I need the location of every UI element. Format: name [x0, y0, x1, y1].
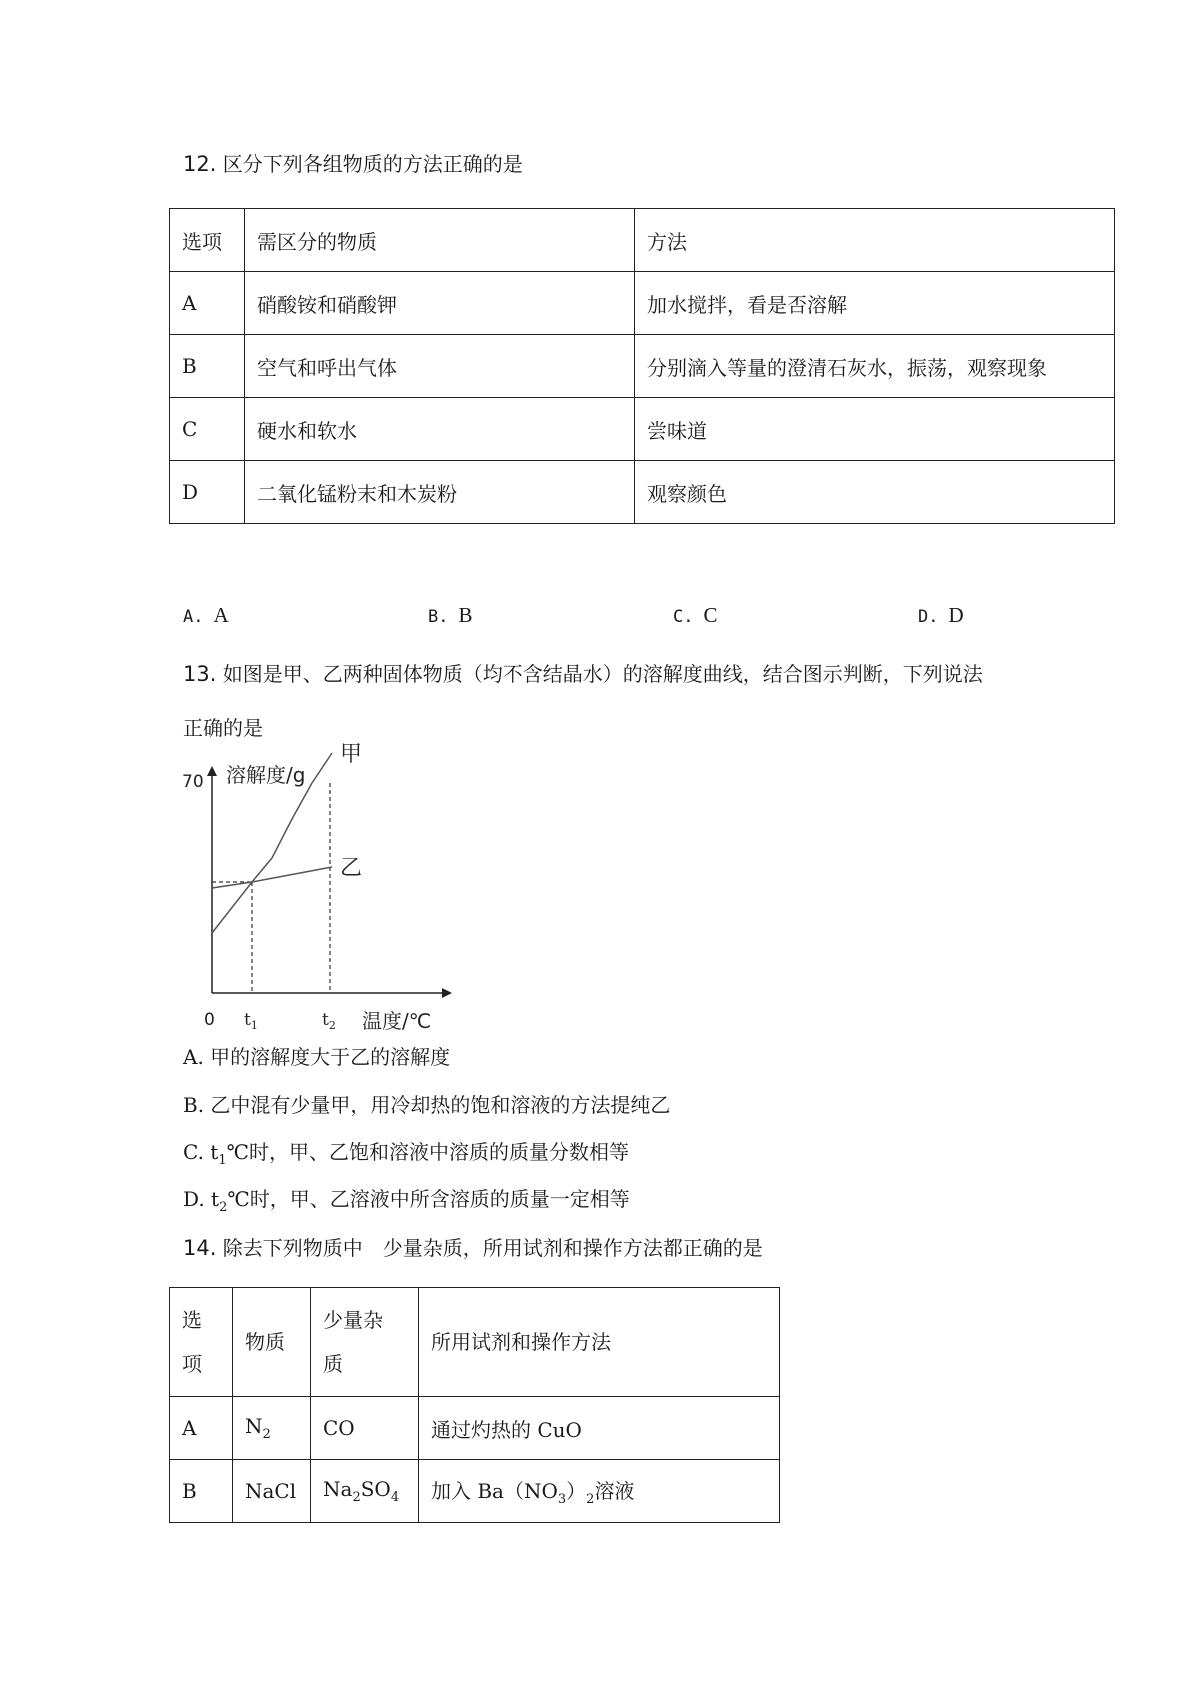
method-text: 加入 Ba（NO	[431, 1479, 558, 1503]
formula-sub: 2	[586, 1492, 595, 1507]
option-c-sub: 1	[218, 1153, 227, 1168]
series-label: 甲	[340, 742, 363, 767]
cell-option: A	[170, 1397, 233, 1460]
formula-text: N	[245, 1414, 263, 1438]
formula-sub: 3	[557, 1492, 567, 1507]
header-cell-method: 方法	[635, 209, 1115, 272]
cell-substances: 二氧化锰粉末和木炭粉	[245, 461, 635, 524]
q13-option-c[interactable]	[183, 1138, 629, 1175]
q12-table	[169, 208, 1115, 524]
choice-letter: A.	[183, 607, 204, 627]
table-row	[170, 272, 1115, 335]
table-row	[170, 1397, 780, 1460]
choice-value: A	[213, 603, 229, 627]
table-row	[170, 461, 1115, 524]
q14-number: 14.	[183, 1236, 217, 1260]
q13-text-line1: 如图是甲、乙两种固体物质（均不含结晶水）的溶解度曲线，结合图示判断，下列说法	[222, 662, 983, 686]
x-tick-label: $t_1$	[244, 1010, 258, 1032]
option-d-prefix: D. t	[183, 1187, 220, 1211]
choice-value: B	[458, 603, 473, 627]
q13-text-line2: 正确的是	[183, 716, 263, 740]
chart-guides	[212, 783, 330, 993]
series-label: 乙	[340, 856, 363, 881]
q12-choice-b[interactable]	[428, 603, 473, 628]
formula-sub: 2	[352, 1490, 361, 1505]
cell-option: B	[170, 335, 245, 398]
choice-value: C	[703, 603, 718, 627]
q12-choice-c[interactable]	[673, 603, 718, 628]
solubility-chart	[180, 742, 460, 1036]
header-text: 选	[182, 1308, 202, 1332]
choice-letter: D.	[918, 607, 939, 627]
y-tick-label: 70	[182, 772, 204, 792]
table-row	[170, 398, 1115, 461]
header-cell-substances: 需区分的物质	[245, 209, 635, 272]
series-curve-yi	[212, 867, 332, 888]
cell-impurity	[311, 1460, 419, 1523]
header-cell-method: 所用试剂和操作方法	[419, 1288, 780, 1397]
y-axis-label: 溶解度/g	[226, 763, 306, 787]
cell-substance	[233, 1397, 311, 1460]
cell-method: 通过灼热的 CuO	[419, 1397, 780, 1460]
q13-title	[183, 660, 983, 688]
cell-option: C	[170, 398, 245, 461]
header-text: 项	[182, 1352, 202, 1376]
q12-choice-d[interactable]	[918, 603, 964, 628]
header-cell-option	[170, 1288, 233, 1397]
q12-text: 区分下列各组物质的方法正确的是	[222, 152, 523, 176]
header-cell-option: 选项	[170, 209, 245, 272]
y-axis-arrow	[207, 766, 217, 776]
table-header-row	[170, 1288, 780, 1397]
formula-text: Na	[323, 1477, 353, 1501]
cell-method: 观察颜色	[635, 461, 1115, 524]
x-tick-label: $t_2$	[322, 1010, 336, 1032]
choice-letter: C.	[673, 607, 694, 627]
header-text: 少量杂	[323, 1308, 383, 1332]
option-c-prefix: C. t	[183, 1140, 219, 1164]
cell-impurity: CO	[311, 1397, 419, 1460]
cell-substances: 空气和呼出气体	[245, 335, 635, 398]
q14-title	[183, 1234, 763, 1262]
cell-option: A	[170, 272, 245, 335]
q12-title	[183, 150, 523, 178]
table-header-row	[170, 209, 1115, 272]
header-cell-substance: 物质	[233, 1288, 311, 1397]
q13-number: 13.	[183, 662, 217, 686]
header-text: 质	[323, 1352, 343, 1376]
q13-option-d[interactable]	[183, 1185, 630, 1222]
cell-method: 尝味道	[635, 398, 1115, 461]
formula-text: SO	[360, 1477, 391, 1501]
cell-option: D	[170, 461, 245, 524]
header-cell-impurity	[311, 1288, 419, 1397]
q12-number: 12.	[183, 152, 217, 176]
q14-text: 除去下列物质中 少量杂质，所用试剂和操作方法都正确的是	[222, 1236, 763, 1260]
origin-label: 0	[204, 1010, 215, 1030]
x-axis-label: 温度/℃	[362, 1009, 432, 1033]
cell-substance: NaCl	[233, 1460, 311, 1523]
formula-sub: 4	[390, 1490, 400, 1505]
q13-option-b[interactable]: B. 乙中混有少量甲，用冷却热的饱和溶液的方法提纯乙	[183, 1093, 671, 1117]
option-c-text: ℃时，甲、乙饱和溶液中溶质的质量分数相等	[226, 1140, 629, 1164]
choice-letter: B.	[428, 607, 449, 627]
option-d-text: ℃时，甲、乙溶液中所含溶质的质量一定相等	[227, 1187, 630, 1211]
option-d-sub: 2	[219, 1200, 228, 1215]
cell-option: B	[170, 1460, 233, 1523]
table-row	[170, 1460, 780, 1523]
q13-option-a[interactable]: A. 甲的溶解度大于乙的溶解度	[183, 1045, 451, 1069]
cell-substances: 硝酸铵和硝酸钾	[245, 272, 635, 335]
cell-substances: 硬水和软水	[245, 398, 635, 461]
formula-sub: 2	[262, 1427, 271, 1442]
x-axis-arrow	[442, 988, 452, 998]
method-text: ）	[566, 1479, 587, 1503]
cell-method: 加水搅拌，看是否溶解	[635, 272, 1115, 335]
choice-value: D	[948, 603, 964, 627]
q14-table	[169, 1287, 780, 1523]
cell-method: 分别滴入等量的澄清石灰水，振荡，观察现象	[635, 335, 1115, 398]
q12-choice-a[interactable]	[183, 603, 229, 628]
method-text: 溶液	[594, 1479, 635, 1503]
table-row	[170, 335, 1115, 398]
cell-method	[419, 1460, 780, 1523]
